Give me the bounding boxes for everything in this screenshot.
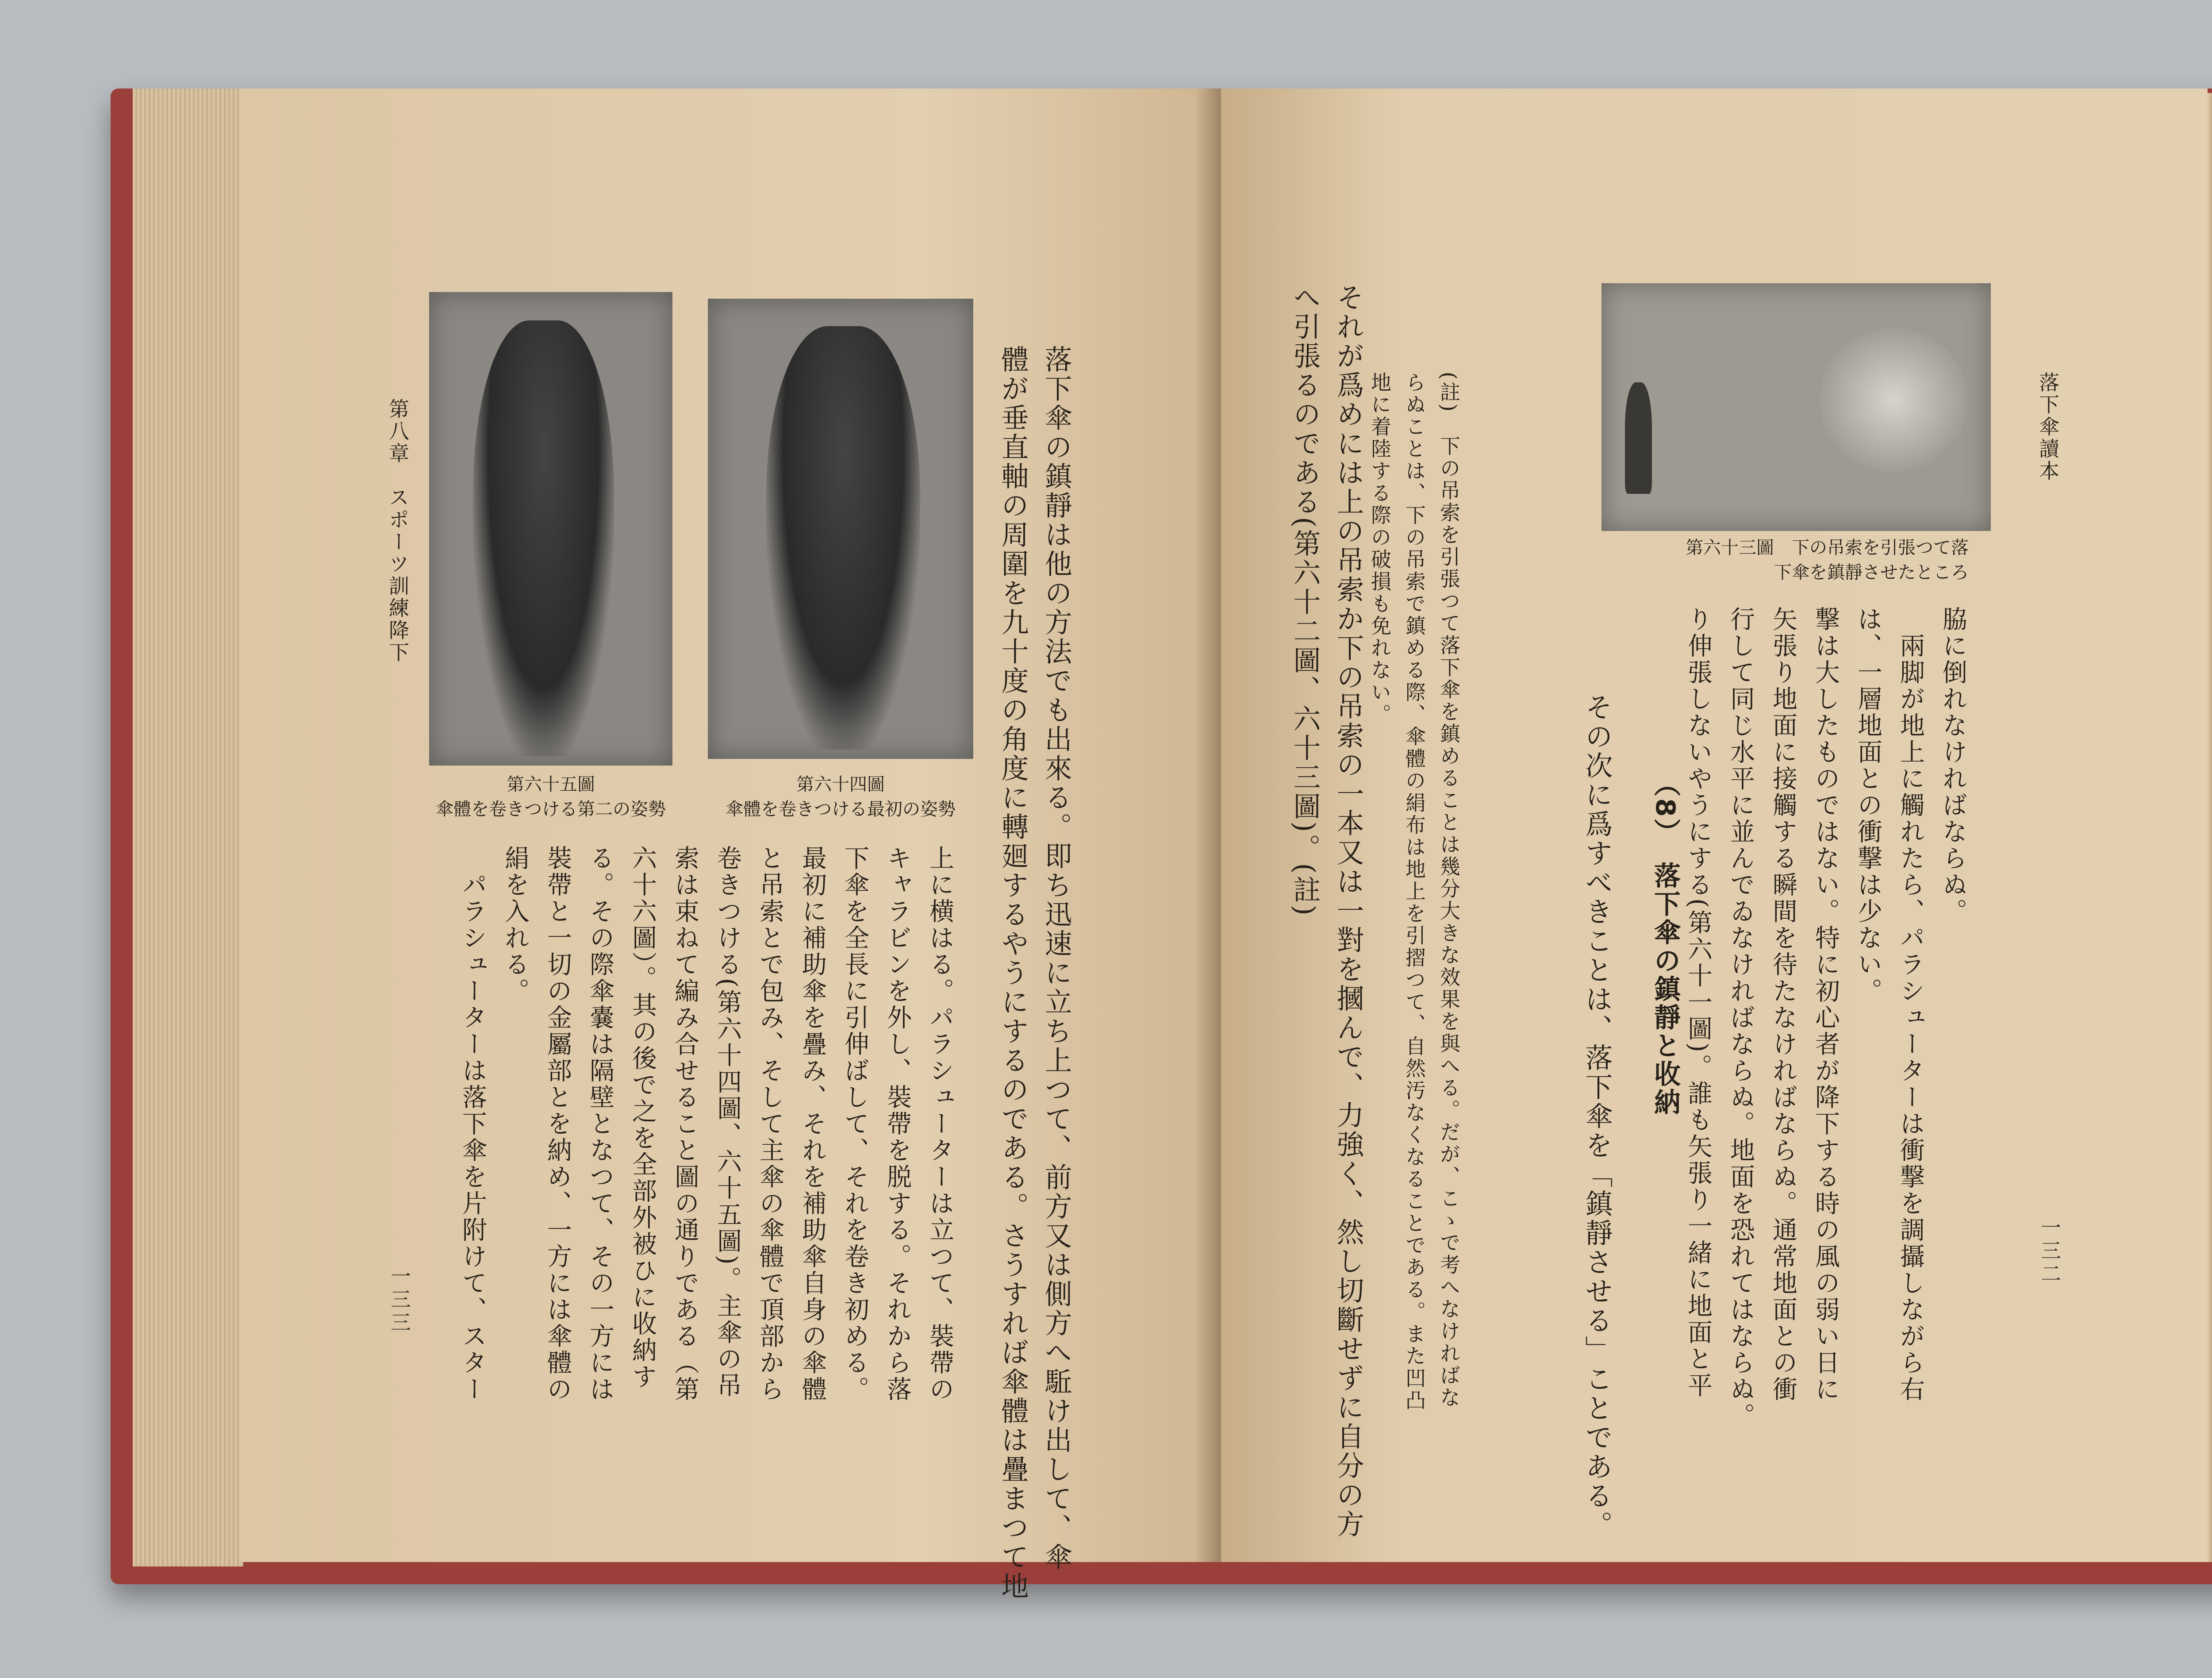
left-running-head: 第八章 スポーツ訓練降下: [386, 398, 410, 664]
photo-figure-64: [708, 299, 973, 759]
page-edges-left: [133, 89, 243, 1566]
right-page-number: 一三二: [2038, 1217, 2062, 1286]
caption-figure-64: 第六十四圖 傘體を卷きつける最初の姿勢: [726, 774, 956, 820]
photo-figure-63: [1601, 283, 1991, 531]
section-first-line: その次に爲すべきことは、落下傘を「鎮靜させる」ことである。: [1581, 664, 1613, 1540]
right-note-text: (註) 下の吊索を引張つて落下傘を鎮めることは幾分大きな效果を與へる。だが、こゝで考へなければな らぬことは、下の吊索で鎮める際、傘體の絹布は地上を引摺つて、自然汚なくなることである。また凹凸 地に着陸する際の破損も免れない。: [1368, 372, 1461, 1412]
caption-figure-63: 第六十三圖 下の吊索を引張つて落 下傘を鎮靜させたところ: [1686, 538, 1969, 583]
right-upper-text: それが爲めには上の吊索か下の吊索の一本又は一對を摑んで、力強く、然し切斷せずに自分の方 へ引張るのである(第六十二圖、六十三圖)。(註): [1289, 283, 1364, 1539]
photo-figure-65: [429, 292, 672, 766]
right-page: [1221, 89, 2208, 1562]
caption-figure-65: 第六十五圖 傘體を卷きつける第二の姿勢: [436, 774, 666, 820]
left-page: [239, 89, 1221, 1601]
left-upper-text: 落下傘の鎮靜は他の方法でも出來る。即ち迅速に立ち上つて、前方又は側方へ駈け出して、傘 體が垂直軸の周圍を九十度の角度に轉廻するやうにするのである。さうすれば傘體は疊まつて地: [997, 345, 1072, 1601]
left-page-number: 一三三: [388, 1266, 411, 1335]
left-lower-text: 上に横はる。パラシューターは立つて、裝帶の キャラビンを外し、裝帶を脱する。それから落 下傘を全長に引伸ばして、それを卷き初める。 最初に補助傘を疊み、それを補助傘自身の傘體 と吊索とで包み、そして主傘の傘體で頂部から 卷きつける(第六十四圖、六十五圖)。主傘の吊 索は束ねて編み合せること圖の通りである（第 六十六圖）。其の後で之を全部外被ひに收納す る。その際傘嚢は隔壁となつて、その一方には 裝帶と一切の金屬部とを納め、一方には傘體の 絹を入れる。 パラシューターは落下傘を片附けて、スター: [458, 845, 954, 1403]
right-lower-text: 脇に倒れなければならぬ。 兩脚が地上に觸れたら、パラシューターは衝撃を調攝しながら右 は、一層地面との衝撃は少ない。 撃は大したものではない。特に初心者が降下する時の風の弱い日に 矢張り地面に接觸する瞬間を待たなければならぬ。通常地面との衝 行して同じ水平に並んでゐなければならぬ。地面を恐れてはならぬ。 り伸張しないやうにする(第六十一圖)。誰も矢張り一緒に地面と平: [1684, 606, 1967, 1429]
right-running-head: 落下傘讀本: [2036, 372, 2060, 482]
section-heading: （8） 落下傘の鎮靜と收納: [1650, 770, 1681, 1117]
